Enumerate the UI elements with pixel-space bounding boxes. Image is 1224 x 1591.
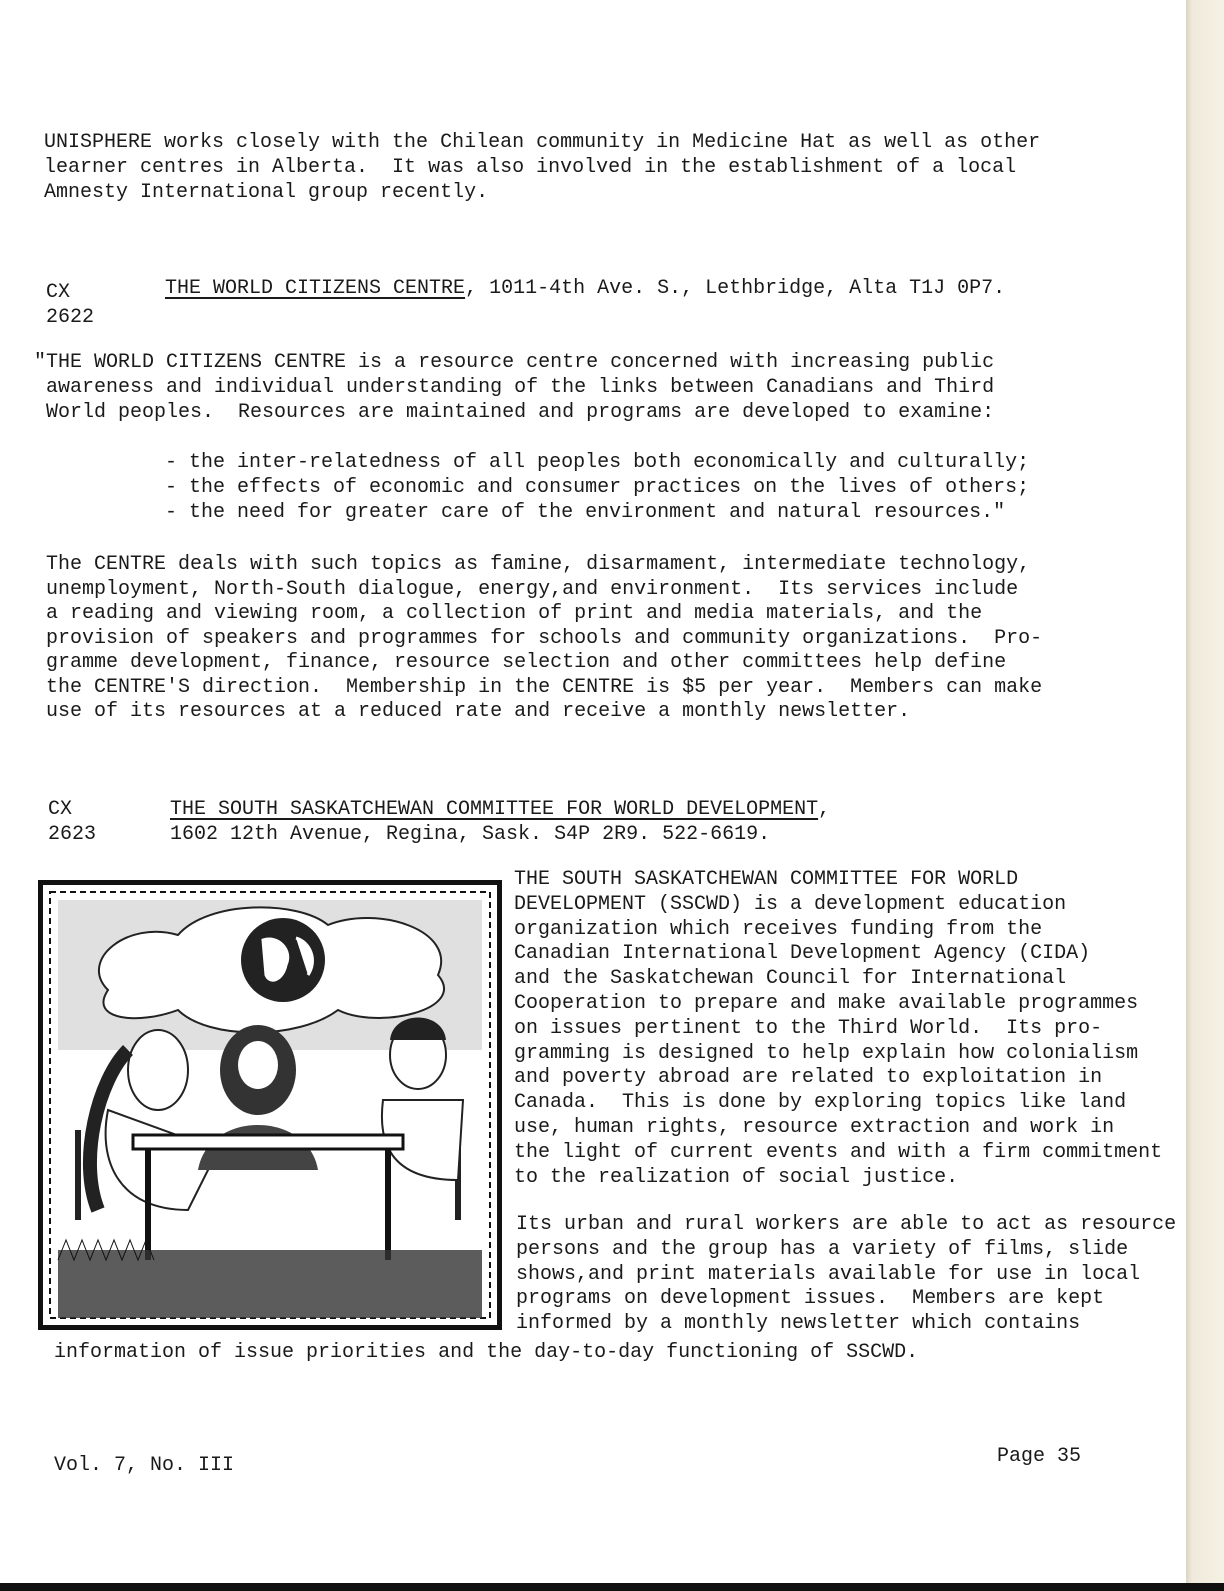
page-number: Page 35 <box>997 1445 1082 1468</box>
entry-title: THE WORLD CITIZENS CENTRE <box>165 277 466 300</box>
text-line: UNISPHERE works closely with the Chilean community in Medicine Hat as well as other <box>44 131 1041 154</box>
text-line: gramming is designed to help explain how colonialism <box>514 1041 1139 1065</box>
entry-address: 1602 12th Avenue, Regina, Sask. S4P 2R9. 522-6619. <box>170 823 771 846</box>
text-line: use, human rights, resource extraction and work in <box>514 1115 1115 1139</box>
text-line: "THE WORLD CITIZENS CENTRE is a resource centre concerned with increasing public <box>34 351 995 374</box>
text-line: use of its resources at a reduced rate and receive a monthly newsletter. <box>46 700 911 723</box>
footer-right <box>997 1444 1081 1469</box>
text-line: on issues pertinent to the Third World. Its pro- <box>514 1016 1103 1040</box>
quote-paragraph <box>34 350 994 425</box>
text-line: a reading and viewing room, a collection of print and media materials, and the <box>46 602 983 625</box>
intro-paragraph <box>44 130 1040 205</box>
code-prefix: CX <box>48 798 73 821</box>
volume-number: Vol. 7, No. III <box>54 1454 235 1477</box>
list-item: - the effects of economic and consumer practices on the lives of others; <box>165 476 1030 499</box>
entry-code-2623 <box>48 797 96 847</box>
entry-heading-2622 <box>165 276 1005 301</box>
text-line: Canadian International Development Agency (CIDA) <box>514 942 1091 966</box>
text-line: learner centres in Alberta. It was also involved in the establishment of a local <box>44 156 1017 179</box>
text-line: informed by a monthly newsletter which contains <box>516 1312 1081 1336</box>
text-line: information of issue priorities and the day-to-day functioning of SSCWD. <box>54 1341 919 1364</box>
sscwd-description <box>514 868 1162 1190</box>
text-line: organization which receives funding from the <box>514 917 1043 941</box>
bullet-list <box>165 450 1029 525</box>
text-line: Amnesty International group recently. <box>44 181 489 204</box>
list-item: - the need for greater care of the environment and natural resources." <box>165 501 1006 524</box>
code-number: 2623 <box>48 823 97 846</box>
text-line: unemployment, North-South dialogue, energy,and environment. Its services include <box>46 577 1019 601</box>
code-number: 2622 <box>46 306 95 329</box>
text-line: to the realization of social justice. <box>514 1165 959 1189</box>
text-line: the CENTRE'S direction. Membership in the CENTRE is $5 per year. Members can make <box>46 675 1043 699</box>
text-line: Canada. This is done by exploring topics like land <box>514 1091 1127 1115</box>
text-line: World peoples. Resources are maintained and programs are developed to examine: <box>34 401 995 424</box>
page-edge-shadow <box>1186 0 1224 1591</box>
text-line: The CENTRE deals with such topics as famine, disarmament, intermediate technology, <box>46 553 1031 576</box>
title-comma: , <box>818 798 831 821</box>
text-line: persons and the group has a variety of films, slide <box>516 1237 1129 1261</box>
text-line: the light of current events and with a firm commitment <box>514 1140 1163 1164</box>
centre-description <box>46 553 1042 725</box>
entry-heading-2623 <box>170 797 830 847</box>
text-line: Cooperation to prepare and make available programmes <box>514 991 1139 1015</box>
text-line: gramme development, finance, resource selection and other committees help define <box>46 651 1007 674</box>
text-line: awareness and individual understanding of the links between Canadians and Third <box>34 376 995 399</box>
code-prefix: CX <box>46 281 71 304</box>
text-line: Its urban and rural workers are able to act as resource <box>516 1213 1177 1236</box>
text-line: THE SOUTH SASKATCHEWAN COMMITTEE FOR WORLD <box>514 868 1019 891</box>
entry-title: THE SOUTH SASKATCHEWAN COMMITTEE FOR WORLD DEVELOPMENT <box>170 798 819 821</box>
illustration-people-at-table <box>38 880 502 1330</box>
text-line: provision of speakers and programmes for schools and community organizations. Pro- <box>46 626 1043 650</box>
text-line: and the Saskatchewan Council for International <box>514 967 1067 991</box>
footer-left <box>54 1453 234 1478</box>
last-line-block <box>54 1340 918 1365</box>
text-line: programs on development issues. Members are kept <box>516 1287 1105 1311</box>
text-line: and poverty abroad are related to exploitation in <box>514 1066 1103 1090</box>
scan-border <box>0 1583 1224 1591</box>
entry-address: , 1011-4th Ave. S., Lethbridge, Alta T1J 0P7. <box>465 277 1006 300</box>
entry-code-2622 <box>46 280 94 330</box>
text-line: DEVELOPMENT (SSCWD) is a development education <box>514 892 1067 916</box>
text-line: shows,and print materials available for use in local <box>516 1262 1141 1286</box>
sscwd-workers-paragraph <box>516 1213 1176 1337</box>
list-item: - the inter-relatedness of all peoples both economically and culturally; <box>165 451 1030 474</box>
